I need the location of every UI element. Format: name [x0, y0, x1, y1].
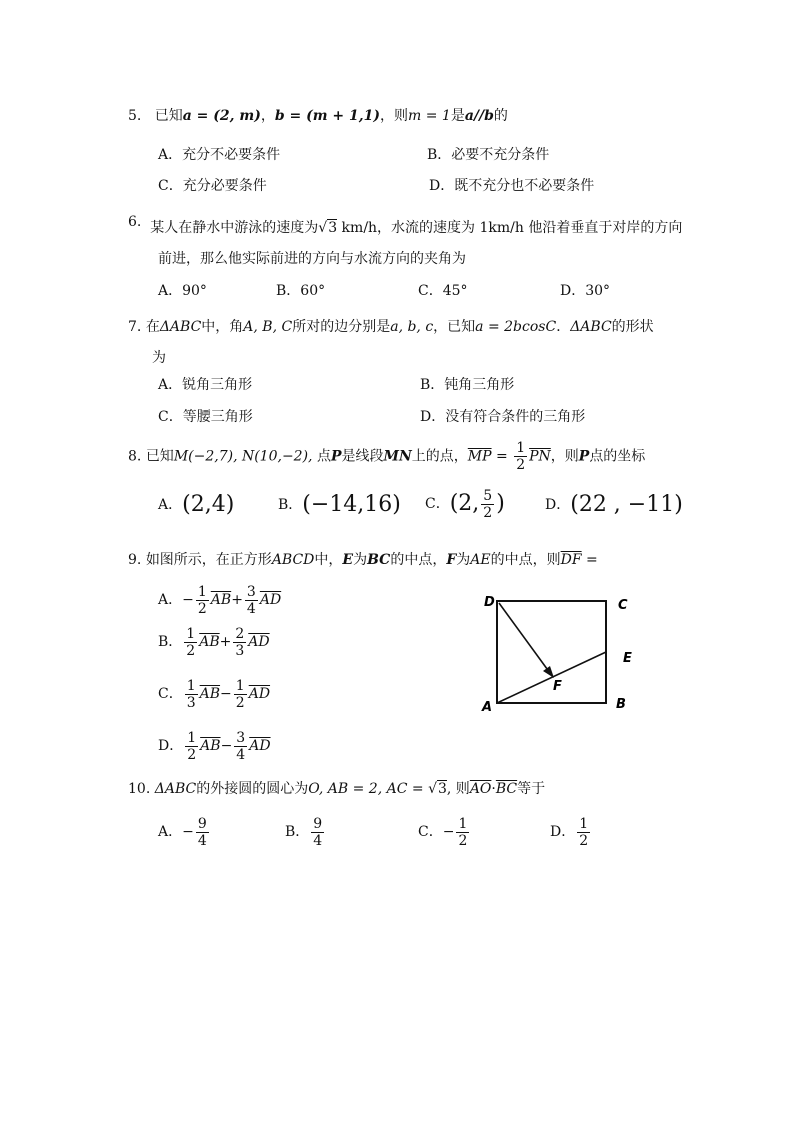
q10-option-a[interactable] — [158, 812, 211, 852]
q5-option-a[interactable]: A．充分不必要条件 — [158, 147, 281, 163]
q8-vector-pn: $\overline{PN}$ — [529, 448, 551, 465]
q6-stem-line2: 前进，那么他实际前进的方向与水流方向的夹角为 — [158, 251, 466, 267]
q8-option-c-den: 2 — [483, 504, 493, 521]
q8-option-a-label: A． — [158, 497, 183, 513]
q9-segment-bc: BC — [367, 552, 391, 568]
q10-option-c-num: 1 — [458, 815, 468, 832]
q10-option-b-num: 9 — [313, 815, 323, 832]
q9-option-b-d1: 2 — [186, 642, 196, 659]
q8-points: M(−2,7), N(10,−2), — [173, 448, 313, 465]
q10-text-c: 等于 — [517, 781, 546, 797]
q9-option-b-n2: 2 — [235, 625, 245, 642]
q9-option-a-label: A． — [158, 592, 183, 608]
q7-text-d: ，已知 — [433, 319, 476, 335]
q9-point-e: E — [342, 552, 354, 568]
q8-option-a[interactable] — [158, 490, 234, 520]
q10-triangle: ΔABC — [154, 781, 197, 797]
q8-option-b-value: (−14,16) — [302, 492, 401, 517]
q10-vector-ao: $\overline{AO}$ — [469, 781, 492, 797]
q8-option-a-value: (2,4) — [182, 492, 235, 517]
q8-option-d-label: D． — [545, 497, 571, 513]
q9-option-b-n1: 1 — [186, 625, 196, 642]
q7-triangle: ΔABC — [159, 319, 202, 335]
q9-option-d-d1: 2 — [187, 746, 197, 763]
q9-option-d-d2: 4 — [236, 746, 246, 763]
q9-option-d-vector-ad: $\overline{AD}$ — [249, 738, 271, 754]
q9-option-a-d2: 4 — [246, 600, 256, 617]
q9-square: ABCD — [271, 552, 315, 568]
q9-option-c-frac2 — [234, 678, 247, 711]
q9-option-c-n2: 1 — [235, 677, 245, 694]
q7-angles: A, B, C — [243, 319, 293, 335]
q5-condition: m = 1 — [408, 108, 451, 124]
q8-option-b-label: B． — [278, 497, 303, 513]
q9-option-a-vector-ad: $\overline{AD}$ — [259, 592, 282, 608]
q10-dot: · — [491, 781, 496, 797]
q8-number: 8. — [128, 448, 142, 465]
q10-option-c-label: C． — [418, 824, 443, 840]
q7-text-b: 中，角 — [201, 319, 244, 335]
q8-text-b: 点 — [316, 448, 331, 465]
q10-vector-bc: $\overline{BC}$ — [495, 781, 518, 797]
q9-option-c-frac1 — [185, 678, 198, 711]
q9-equals: = — [581, 552, 598, 568]
q9-point-f: F — [446, 552, 457, 568]
q10-option-b-den: 4 — [313, 832, 323, 849]
q10-option-d-den: 2 — [579, 832, 589, 849]
q10-option-c-sign: − — [442, 824, 455, 840]
q7-option-b[interactable]: B．钝角三角形 — [420, 377, 515, 393]
q10-option-a-label: A． — [158, 824, 183, 840]
q9-option-c-d1: 3 — [186, 694, 196, 711]
q9-option-d-frac1 — [185, 730, 198, 763]
q5-relation: a//b — [464, 108, 494, 124]
q9-option-d-frac2 — [234, 730, 247, 763]
q8-text-e: ，则 — [550, 448, 579, 465]
q8-equals: = — [496, 448, 508, 465]
q5-stem — [128, 106, 508, 126]
q10-option-d-num: 1 — [579, 815, 589, 832]
q10-option-d[interactable] — [550, 812, 592, 852]
q9-option-b-op: + — [219, 634, 232, 650]
q9-option-d[interactable] — [158, 726, 271, 766]
q9-text-d: 的中点， — [390, 552, 447, 568]
q9-option-a[interactable] — [158, 580, 281, 620]
q10-sqrt-value: 3 — [437, 781, 447, 797]
q8-option-d-value: (22 , −11) — [570, 492, 683, 517]
q7-option-d[interactable]: D．没有符合条件的三角形 — [420, 409, 586, 425]
q8-half-fraction — [514, 440, 527, 473]
q9-text-f: 的中点，则 — [490, 552, 561, 568]
q8-option-c-num: 5 — [483, 487, 493, 504]
q9-option-d-n1: 1 — [187, 729, 197, 746]
q9-option-b[interactable] — [158, 622, 270, 662]
q8-option-b[interactable] — [278, 490, 401, 520]
q10-option-d-frac — [577, 816, 590, 849]
q9-option-b-frac2 — [233, 626, 246, 659]
q9-option-a-frac2 — [245, 584, 258, 617]
q8-option-c-label: C． — [425, 496, 450, 512]
q10-text-b: , 则 — [446, 781, 470, 797]
label-e: E — [623, 651, 632, 666]
q9-option-d-n2: 3 — [236, 729, 246, 746]
q10-text-a: 的外接圆的圆心为 — [196, 781, 309, 797]
q9-number: 9. — [128, 552, 142, 568]
q9-option-a-n2: 3 — [246, 583, 256, 600]
label-c: C — [618, 598, 628, 613]
q7-option-a[interactable]: A．锐角三角形 — [158, 377, 253, 393]
q10-number: 10. — [128, 781, 151, 797]
q7-stem-line2: 为 — [152, 350, 166, 366]
q9-option-a-op: + — [231, 592, 243, 608]
segment-ae — [497, 652, 606, 703]
q9-option-c-n1: 1 — [186, 677, 196, 694]
q6-sqrt-value: 3 — [328, 220, 338, 236]
q8-option-c-open: (2, — [449, 491, 480, 516]
q9-segment-ae: AE — [470, 552, 491, 568]
q7-triangle-2: ΔABC — [570, 319, 612, 335]
q6-stem-line1: 6. 某人在静水中游泳的速度为√3 km/h，水流的速度为 1km/h 他沿着垂直于对岸的方向 — [128, 214, 683, 236]
vector-df-line — [499, 603, 550, 673]
q10-given: O, AB = 2, AC = — [308, 781, 429, 797]
q9-option-c-op: − — [220, 686, 232, 702]
q6-number: 6. — [128, 214, 142, 230]
q5-option-c[interactable]: C．充分必要条件 — [158, 178, 267, 194]
q10-option-a-num: 9 — [197, 815, 207, 832]
q6-option-c[interactable]: C．45° — [418, 283, 468, 299]
q8-option-d[interactable] — [545, 490, 683, 520]
q7-stem-line1 — [128, 317, 654, 337]
q5-vector-a: a = (2, m) — [182, 108, 261, 124]
q6-text-b: km/h，水流的速度为 1km/h 他沿着垂直于对岸的方向 — [337, 220, 683, 236]
q10-option-b-frac — [311, 816, 324, 849]
q9-option-b-d2: 3 — [235, 642, 245, 659]
q5-text: 已知 — [154, 108, 183, 124]
q6-option-b[interactable]: B．60° — [276, 283, 326, 299]
q10-option-a-den: 4 — [197, 832, 207, 849]
q9-option-d-label: D． — [158, 738, 184, 754]
q8-vector-mp: $\overline{MP}$ — [467, 448, 492, 465]
q10-option-a-frac — [196, 816, 209, 849]
q8-segment-mn: MN — [383, 448, 412, 465]
q7-text-e: ． — [556, 319, 571, 335]
q9-option-d-vector-ab: $\overline{AB}$ — [200, 738, 221, 754]
q7-equation: a = 2bcosC — [475, 319, 557, 335]
q10-option-d-label: D． — [550, 824, 576, 840]
q7-text-a: 在 — [145, 319, 160, 335]
q7-option-c[interactable]: C．等腰三角形 — [158, 409, 253, 425]
q9-option-c-label: C． — [158, 686, 183, 702]
q5-text-is: 是 — [450, 108, 465, 124]
arrowhead-icon — [543, 666, 554, 678]
q8-point-p: P — [330, 448, 342, 465]
q8-text-c: 是线段 — [341, 448, 384, 465]
q10-option-b[interactable] — [285, 812, 326, 852]
q5-sep: ， — [260, 108, 275, 124]
q7-text-c: 所对的边分别是 — [292, 319, 391, 335]
q5-option-b[interactable]: B．必要不充分条件 — [427, 147, 550, 163]
q9-text-b: 中， — [314, 552, 343, 568]
q9-option-b-label: B． — [158, 634, 183, 650]
q8-option-c[interactable] — [425, 484, 505, 524]
q8-text-a: 已知 — [145, 448, 174, 465]
q10-stem: 10. ΔABC的外接圆的圆心为O, AB = 2, AC = √3, 则$\overline{AO}\cdot\overline{BC}$等于 — [128, 781, 546, 797]
q5-text-end: 的 — [493, 108, 508, 124]
q10-option-c-den: 2 — [458, 832, 468, 849]
q8-text-f: 点的坐标 — [589, 448, 646, 465]
q7-number: 7. — [128, 319, 142, 335]
label-d: D — [484, 595, 495, 610]
q8-stem — [128, 440, 645, 473]
q8-option-c-fraction — [481, 488, 494, 521]
q9-text-a: 如图所示，在正方形 — [145, 552, 272, 568]
q9-option-b-vector-ad: $\overline{AD}$ — [248, 634, 270, 650]
q8-half-num: 1 — [516, 440, 526, 456]
q10-option-b-label: B． — [285, 824, 310, 840]
q8-text-d: 上的点， — [411, 448, 468, 465]
q9-option-c-d2: 2 — [235, 694, 245, 711]
q9-option-a-d1: 2 — [197, 600, 207, 617]
square-abcd — [497, 601, 606, 703]
label-b: B — [616, 697, 626, 712]
q9-text-e: 为 — [456, 552, 471, 568]
q8-point-p-2: P — [578, 448, 590, 465]
q6-option-d[interactable]: D．30° — [560, 283, 611, 299]
label-a: A — [482, 700, 493, 715]
q9-text-c: 为 — [353, 552, 368, 568]
q10-option-c-frac — [456, 816, 469, 849]
q8-option-c-close: ) — [496, 491, 505, 516]
q7-text-f: 的形状 — [611, 319, 654, 335]
q10-option-a-sign: − — [182, 824, 194, 840]
q9-option-c-vector-ab: $\overline{AB}$ — [199, 686, 221, 702]
q7-sides: a, b, c — [390, 319, 434, 335]
q9-option-c-vector-ad: $\overline{AD}$ — [248, 686, 271, 702]
q6-text: 某人在静水中游泳的速度为 — [150, 220, 319, 236]
q10-option-c[interactable] — [418, 812, 471, 852]
q9-option-a-vector-ab: $\overline{AB}$ — [210, 592, 232, 608]
q9-option-a-sign: − — [182, 592, 194, 608]
q9-vector-df: $\overline{DF}$ — [560, 552, 582, 568]
q9-option-a-frac1 — [196, 584, 209, 617]
q9-option-b-frac1 — [184, 626, 197, 659]
q9-stem — [128, 550, 598, 570]
q9-option-b-vector-ab: $\overline{AB}$ — [199, 634, 220, 650]
q5-vector-b: b = (m + 1,1) — [274, 108, 380, 124]
q6-option-a[interactable]: A．90° — [158, 283, 207, 299]
q5-number: 5. — [128, 108, 142, 124]
q5-text-mid: ，则 — [380, 108, 408, 124]
q5-option-d[interactable]: D．既不充分也不必要条件 — [429, 178, 595, 194]
q8-half-den: 2 — [516, 457, 526, 473]
q9-option-d-op: − — [220, 738, 233, 754]
q9-square-figure — [478, 590, 648, 720]
label-f: F — [553, 679, 562, 694]
q9-option-a-n1: 1 — [197, 583, 207, 600]
q9-option-c[interactable] — [158, 674, 270, 714]
